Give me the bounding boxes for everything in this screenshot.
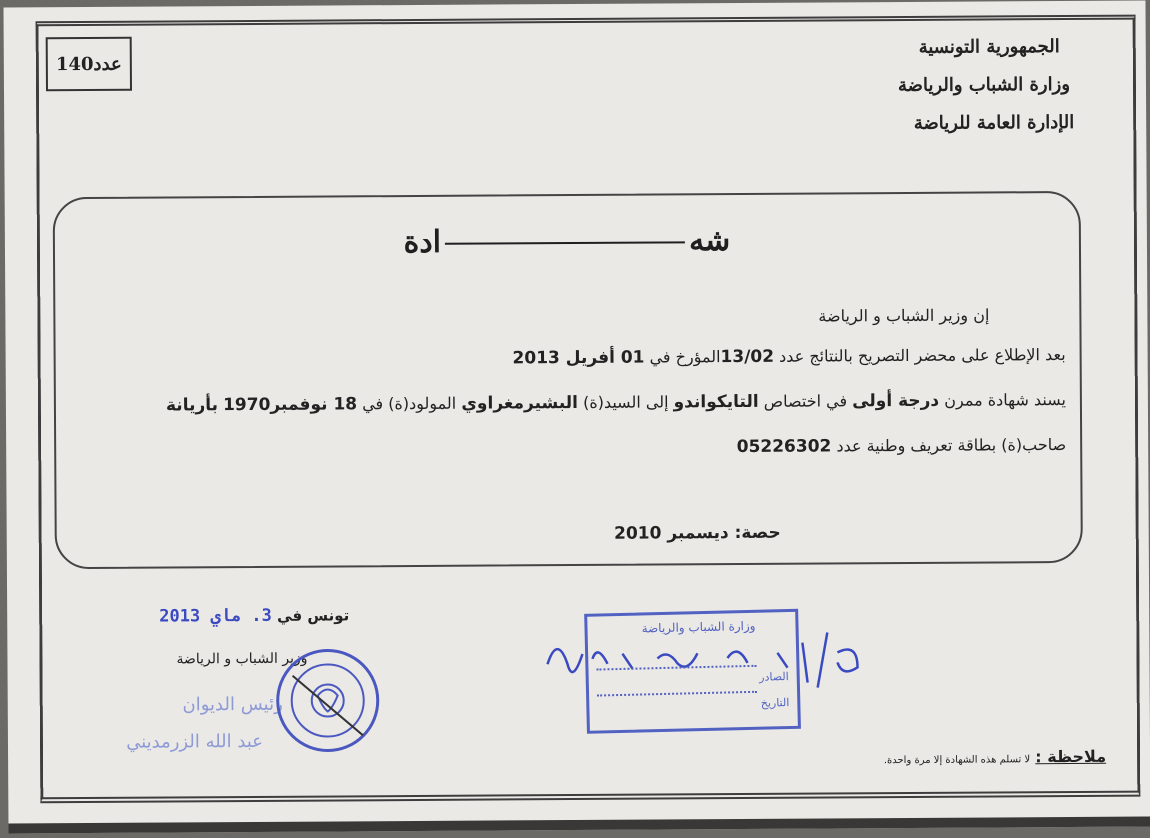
certificate-paper xyxy=(3,1,1150,834)
stamp-outgoing: الصادر xyxy=(759,670,789,684)
scanner-edge xyxy=(8,817,1150,834)
stamp-dots xyxy=(596,665,756,671)
birth-place: بأريانة xyxy=(165,395,219,416)
signatory-name: عبد الله الزرمديني xyxy=(126,730,264,753)
issue-place: تونس في xyxy=(277,606,350,625)
registration-stamp xyxy=(584,609,801,734)
title-start: شه xyxy=(688,223,731,259)
results-text: بعد الإطلاع على محضر التصريح بالنتائج عدد xyxy=(779,345,1066,366)
note-label: ملاحظة : xyxy=(1035,746,1107,767)
session-line xyxy=(614,523,781,544)
results-date: 01 أفريل 2013 xyxy=(512,347,645,369)
title-stretch xyxy=(445,241,685,244)
certificate-title xyxy=(55,221,1079,262)
birth-date: 18 نوفمبر1970 xyxy=(223,394,358,416)
id-card-text: صاحب(ة) بطاقة تعريف وطنية عدد xyxy=(836,435,1067,456)
born-text: المولود(ة) في xyxy=(362,393,457,414)
title-end: ادة xyxy=(403,224,442,261)
note-text: لا تسلم هذه الشهادة إلا مرة واحدة. xyxy=(883,754,1031,767)
id-card-number: 05226302 xyxy=(736,436,832,458)
issue-date-line xyxy=(159,605,349,626)
document-number-value: 140 xyxy=(55,53,94,75)
issuer-header xyxy=(898,37,1075,151)
republic-name: الجمهورية التونسية xyxy=(918,36,1060,58)
results-number: 13/02 xyxy=(720,346,775,368)
recipient-text: إلى السيد(ة) xyxy=(582,392,669,412)
dated-text: المؤرخ في xyxy=(649,347,721,367)
specialty-text: في اختصاص xyxy=(763,391,848,411)
official-seal-icon xyxy=(272,645,383,756)
minister-line xyxy=(818,305,989,325)
results-line xyxy=(512,345,1065,368)
grant-text: يسند شهادة ممرن xyxy=(944,390,1066,410)
document-number-box xyxy=(46,37,132,92)
issue-date: 3. ماي 2013 xyxy=(159,605,272,627)
grant-line xyxy=(166,390,1066,415)
document-number-label: عدد xyxy=(93,53,122,75)
id-card-line xyxy=(737,435,1067,457)
sport-value: التايكواندو xyxy=(673,391,759,413)
minister-text: إن وزير الشباب و الرياضة xyxy=(818,305,990,326)
stamp-date: التاريخ xyxy=(760,696,790,710)
stamp-ministry: وزارة الشباب والرياضة xyxy=(641,618,756,636)
stamp-dots xyxy=(597,691,757,697)
recipient-name: البشيرمغراوي xyxy=(461,392,579,414)
signatory-office: رئيس الديوان xyxy=(182,693,283,716)
note xyxy=(884,747,1106,767)
signatory-ministry: وزير الشباب و الرياضة xyxy=(176,650,308,668)
session-value: : ديسمبر 2010 xyxy=(614,522,742,544)
session-label: حصة xyxy=(741,522,781,543)
ministry-name: وزارة الشباب والرياضة xyxy=(897,73,1071,96)
signature-area xyxy=(7,560,1150,817)
degree-value: درجة أولى xyxy=(852,390,940,412)
directorate-name: الإدارة العامة للرياضة xyxy=(913,111,1075,134)
certificate-box xyxy=(53,191,1083,569)
